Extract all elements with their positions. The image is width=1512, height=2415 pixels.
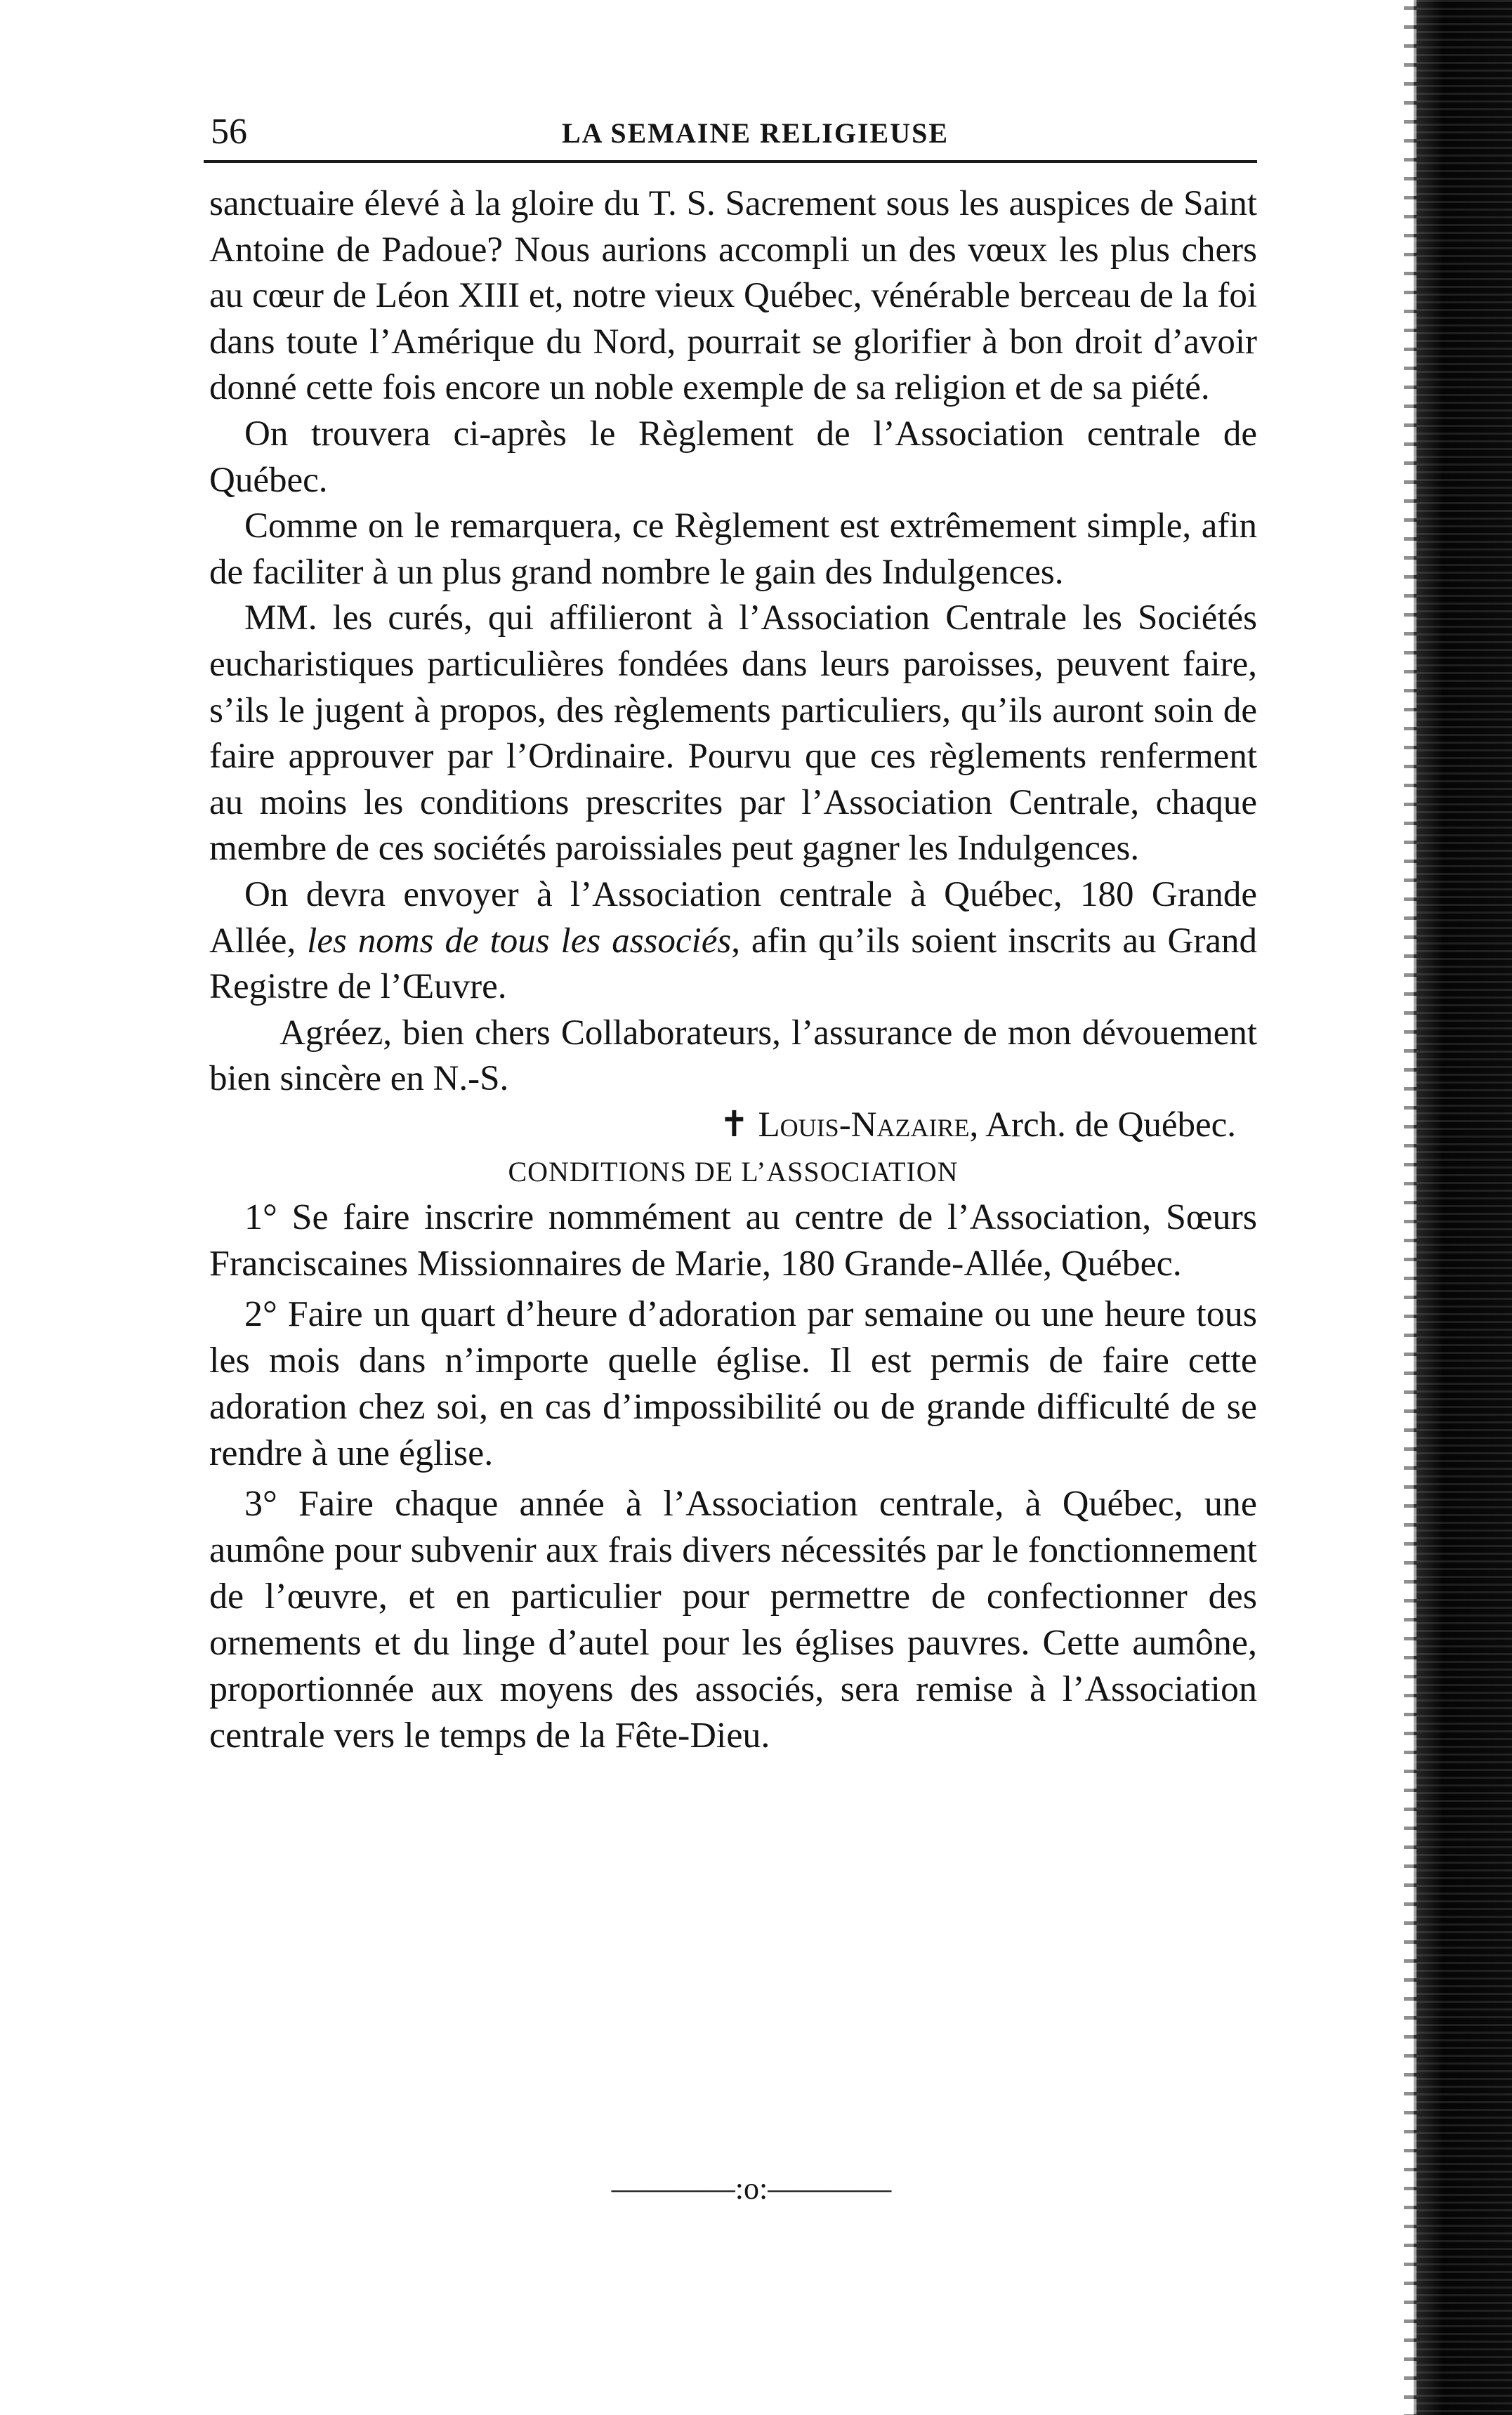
running-title: LA SEMAINE RELIGIEUSE [562,117,949,149]
signature [209,1103,1257,1149]
paragraph-continuation: sanctuaire élevé à la gloire du T. S. Sacrement sous les auspices de Saint Antoine de Padoue? Nous aurions accompli un des vœux les plus chers au cœur de Léon XIII et, notre vieux Québec, vénérable berceau de la foi dans toute l’Amérique du Nord, pourrait se glorifier à bon droit d’avoir donné cette fois encore un noble exemple de sa religion et de sa piété. [209,184,1257,408]
paragraph-envoyer [209,872,1257,1011]
envoyer-text-end: , afin qu’ils soient inscrits au Grand Registre de l’Œuvre. [209,921,1257,1007]
paragraph-agreez: Agréez, bien chers Collaborateurs, l’assurance de mon dévouement bien sincère en N.-S. [209,1013,1257,1099]
paragraph-reglement: On trouvera ci-après le Règlement de l’Association centrale de Québec. [209,414,1257,500]
condition-item-3: 3° Faire chaque année à l’Association centrale, à Québec, une aumône pour subvenir aux frais divers nécessités par le fonctionnement de l’œuvre, et en particulier pour permettre de confectionner des ornements et du linge d’autel pour les églises pauvres. Cette aumône, proportionnée aux moyens des associés, sera remise à l’Association centrale vers le temps de la Fête-Dieu. [209,1484,1257,1756]
envoyer-italic-text: les noms de tous les associés [307,921,732,961]
page-header [211,105,1257,162]
page-number: 56 [211,112,247,152]
conditions-list [209,1195,1257,1759]
envoyer-text-start: On devra envoyer à l’Association centrale à Québec, 180 Grande Allée, [209,874,1257,961]
header-rule [204,160,1257,163]
signature-title: , Arch. de Québec. [969,1105,1236,1145]
book-binding-edge [1414,0,1512,2415]
paragraph-cures: MM. les curés, qui affilieront à l’Association Centrale les Sociétés eucharistiques particulières fondées dans leurs paroisses, peuvent faire, s’ils le jugent à propos, des règlements particuliers, qu’ils auront soin de faire approuver par l’Ordinaire. Pourvu que ces règlements renferment au moins les conditions prescrites par l’Association Centrale, chaque membre de ces sociétés paroissiales peut gagner les Indulgences. [209,598,1257,869]
condition-item-2: 2° Faire un quart d’heure d’adoration par semaine ou une heure tous les mois dans n’importe quelle église. Il est permis de faire cette adoration chez soi, en cas d’impossibilité ou de grande difficulté de se rendre à une église. [209,1294,1257,1474]
end-ornament: ————:o:———— [611,2171,892,2206]
condition-item-1: 1° Se faire inscrire nommément au centre de l’Association, Sœurs Franciscaines Missionnaires de Marie, 180 Grande-Allée, Québec. [209,1197,1257,1284]
cross-icon: ✝ [719,1105,749,1145]
signature-name: Louis-Nazaire [758,1105,970,1145]
conditions-heading: CONDITIONS DE L’ASSOCIATION [508,1156,959,1188]
paragraph-remarque: Comme on le remarquera, ce Règlement est extrêmement simple, afin de faciliter à un plus grand nombre le gain des Indulgences. [209,506,1257,592]
body-text [209,181,1257,1763]
